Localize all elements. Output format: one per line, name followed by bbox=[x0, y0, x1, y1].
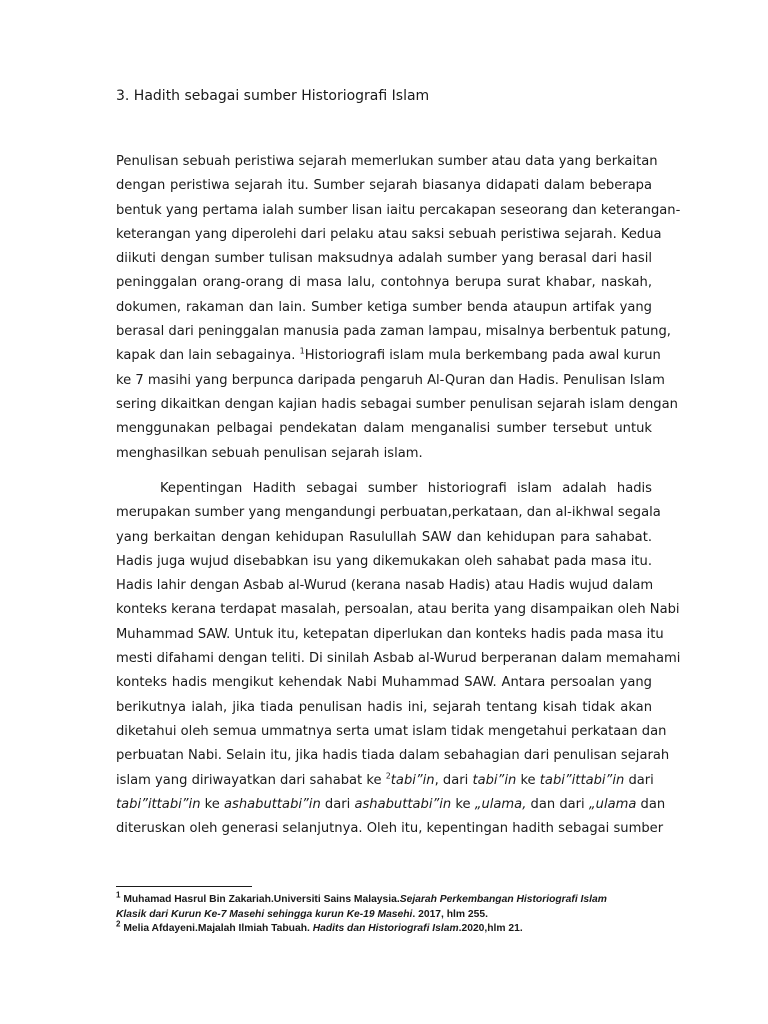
text-line: perbuatan Nabi. Selain itu, jika hadis tiada dalam sebahagian dari penulisan sejarah bbox=[116, 748, 670, 764]
paragraph-1 bbox=[116, 150, 681, 466]
text-run: dari bbox=[320, 796, 355, 812]
text-line bbox=[116, 769, 652, 793]
italic-term: tabi”in bbox=[472, 772, 517, 788]
text-run: ke bbox=[451, 796, 475, 812]
text-run: dan dari bbox=[526, 796, 589, 812]
text-line: Penulisan sebuah peristiwa sejarah memerlukan sumber atau data yang berkaitan bbox=[116, 154, 658, 169]
footnote-text: Muhamad Hasrul Bin Zakariah.Universiti Sains Malaysia. bbox=[120, 894, 400, 905]
text-line: diteruskan oleh generasi selanjutnya. Oleh itu, kepentingan hadith sebagai sumber bbox=[116, 821, 664, 837]
text-line: Muhammad SAW. Untuk itu, ketepatan diperlukan dan konteks hadis pada masa itu bbox=[116, 626, 664, 642]
text-run: ke bbox=[200, 796, 224, 812]
italic-term: tabi”in bbox=[390, 772, 435, 788]
text-line: merupakan sumber yang mengandungi perbuatan,perkataan, dan al-ikhwal segala bbox=[116, 505, 661, 521]
text-run: , dari bbox=[434, 772, 473, 788]
footnote-1-cont bbox=[116, 908, 676, 923]
footnote-number: 2 bbox=[116, 919, 121, 929]
italic-term: ashabuttabi”in bbox=[224, 796, 321, 812]
footnote-number: 1 bbox=[116, 890, 121, 900]
text-line: Kepentingan Hadith sebagai sumber historiografi islam adalah hadis bbox=[160, 481, 652, 496]
text-line: ke 7 masihi yang berpunca daripada pengaruh Al-Quran dan Hadis. Penulisan Islam bbox=[116, 372, 665, 388]
text-run: dari bbox=[624, 772, 654, 788]
text-line: sering dikaitkan dengan kajian hadis sebagai sumber penulisan sejarah islam dengan bbox=[116, 396, 678, 412]
text-line: menggunakan pelbagai pendekatan dalam menganalisi sumber tersebut untuk bbox=[116, 421, 652, 437]
footnote-ref-2: 2 bbox=[385, 771, 391, 781]
text-line: keterangan yang diperolehi dari pelaku atau saksi sebuah peristiwa sejarah. Kedua bbox=[116, 226, 662, 242]
text-line: konteks kerana terdapat masalah, persoalan, atau berita yang disampaikan oleh Nabi bbox=[116, 602, 680, 618]
text-line: peninggalan orang-orang di masa lalu, contohnya berupa surat khabar, naskah, bbox=[116, 275, 652, 291]
footnote-separator bbox=[116, 886, 252, 887]
text-run: islam yang diriwayatkan dari sahabat ke bbox=[116, 772, 386, 788]
text-line: dokumen, rakaman dan lain. Sumber ketiga sumber benda ataupun artifak yang bbox=[116, 299, 652, 315]
text-line: diikuti dengan sumber tulisan maksudnya adalah sumber yang berasal dari hasil bbox=[116, 251, 652, 267]
footnote-text: Melia Afdayeni.Majalah Ilmiah Tabuah. bbox=[120, 923, 313, 934]
footnote-ref-1: 1 bbox=[299, 347, 305, 357]
text-line: dengan peristiwa sejarah itu. Sumber sejarah biasanya didapati dalam beberapa bbox=[116, 178, 652, 194]
text-line: bentuk yang pertama ialah sumber lisan iaitu percakapan seseorang dan keterangan- bbox=[116, 202, 681, 218]
text-run: ke bbox=[516, 772, 540, 788]
footnote-1 bbox=[116, 890, 676, 908]
text-line: menghasilkan sebuah penulisan sejarah islam. bbox=[116, 445, 423, 461]
italic-term: ashabuttabi”in bbox=[354, 796, 452, 812]
footnote-title: Hadits dan Historiografi Islam bbox=[312, 923, 459, 934]
text-line: yang berkaitan dengan kehidupan Rasulullah SAW dan kehidupan para sahabat. bbox=[116, 529, 652, 545]
italic-term: tabi”ittabi”in bbox=[116, 796, 201, 812]
footnotes bbox=[116, 890, 676, 937]
text-line: berasal dari peninggalan manusia pada zaman lampau, misalnya berbentuk patung, bbox=[116, 324, 671, 340]
italic-term: tabi”ittabi”in bbox=[539, 772, 625, 788]
paragraph-2 bbox=[116, 477, 681, 841]
text-run: Historiografi islam mula berkembang pada awal kurun bbox=[304, 348, 661, 364]
text-line: Hadis juga wujud disebabkan isu yang dikemukakan oleh sahabat pada masa itu. bbox=[116, 553, 652, 569]
text-run: kapak dan lain sebagainya. bbox=[116, 348, 300, 364]
text-line bbox=[116, 793, 666, 817]
text-line: mesti difahami dengan teliti. Di sinilah Asbab al-Wurud berperanan dalam memahami bbox=[116, 651, 681, 667]
section-heading: 3. Hadith sebagai sumber Historiografi Islam bbox=[116, 88, 430, 104]
footnote-text: . 2017, hlm 255. bbox=[412, 908, 488, 920]
footnote-text: .2020,hlm 21. bbox=[458, 923, 523, 934]
text-line: Hadis lahir dengan Asbab al-Wurud (kerana nasab Hadis) atau Hadis wujud dalam bbox=[116, 578, 654, 594]
italic-term: „ulama, bbox=[474, 796, 527, 812]
italic-term: „ulama bbox=[588, 796, 637, 812]
text-run: dan bbox=[636, 796, 666, 812]
footnote-2 bbox=[116, 919, 676, 937]
text-line: konteks hadis mengikut kehendak Nabi Muhammad SAW. Antara persoalan yang bbox=[116, 675, 652, 691]
footnote-title: Klasik dari Kurun Ke-7 Masehi sehingga kurun Ke-19 Masehi bbox=[116, 908, 413, 920]
text-line: diketahui oleh semua ummatnya serta umat islam tidak mengetahui perkataan dan bbox=[116, 723, 667, 739]
text-line bbox=[116, 344, 661, 368]
footnote-title: Sejarah Perkembangan Historiografi Islam bbox=[399, 894, 607, 905]
text-line: berikutnya ialah, jika tiada penulisan hadis ini, sejarah tentang kisah tidak akan bbox=[116, 699, 652, 715]
